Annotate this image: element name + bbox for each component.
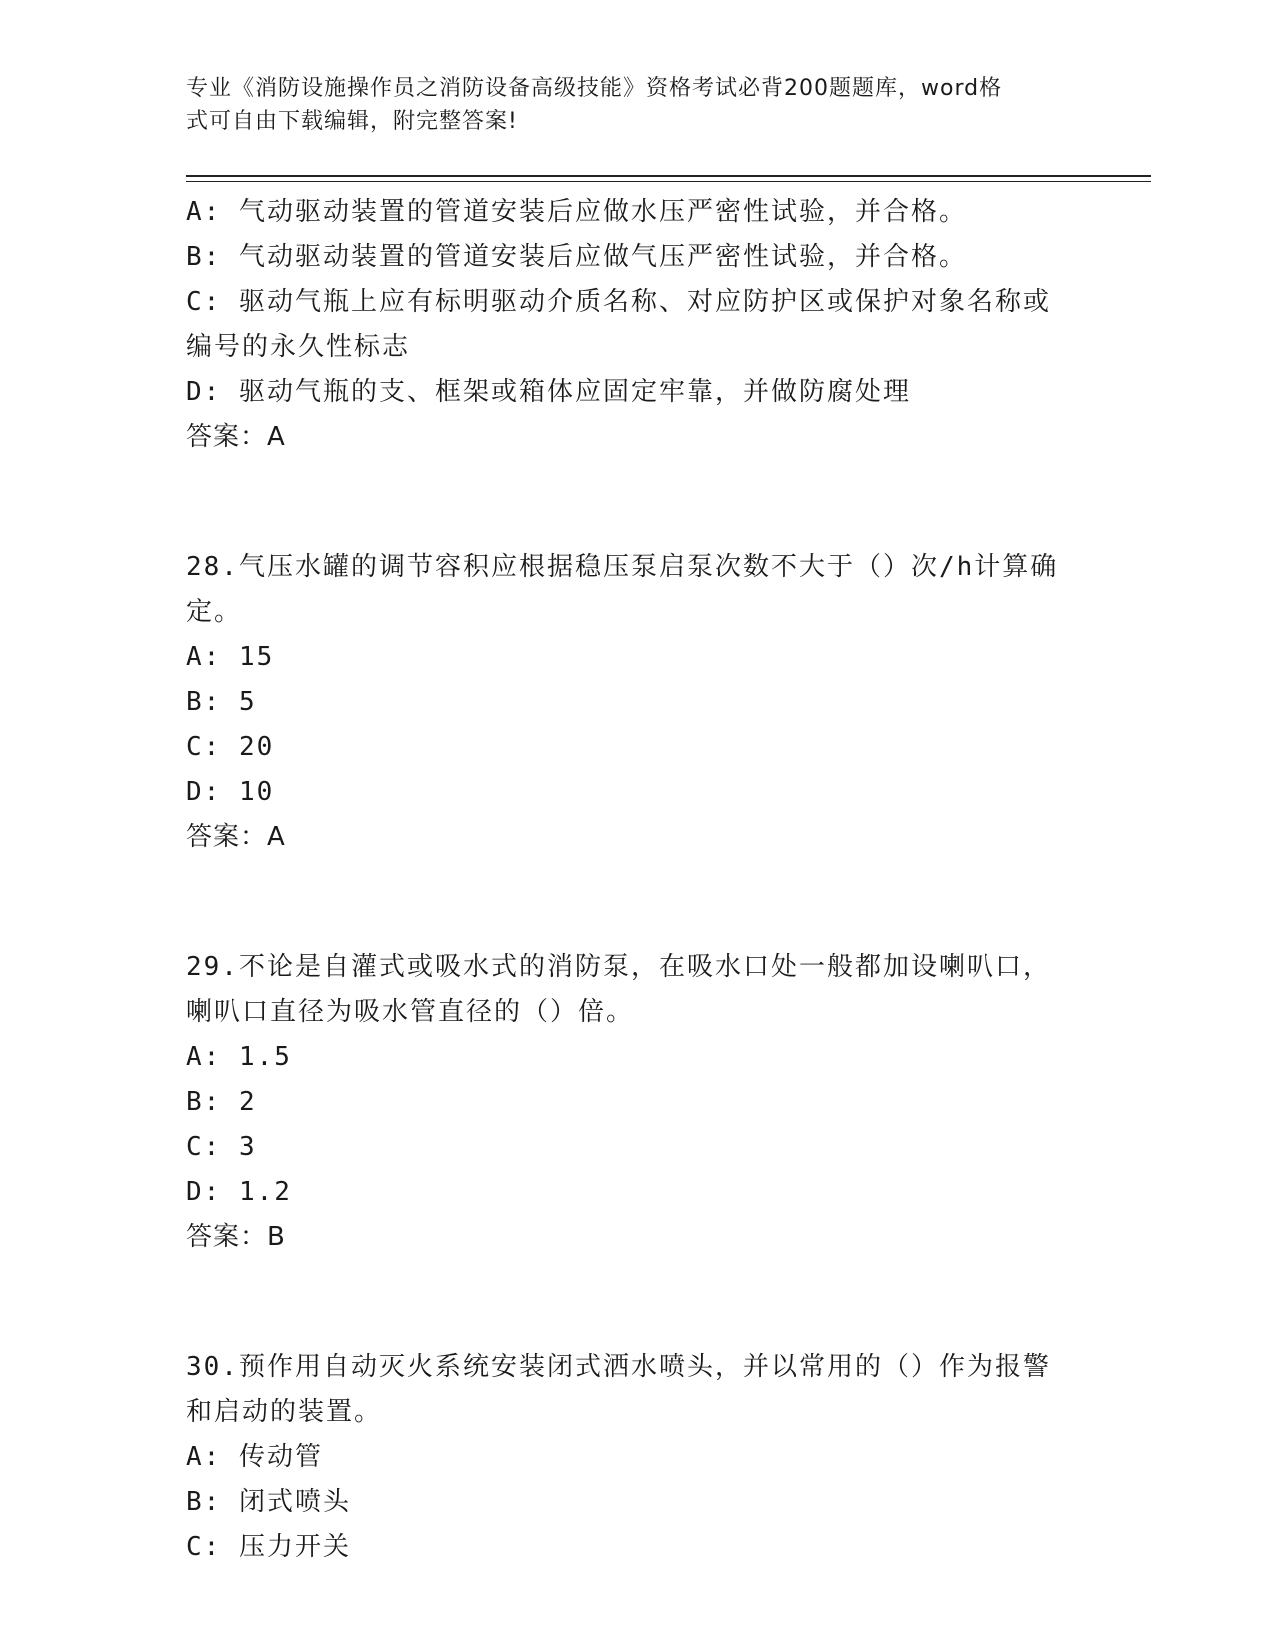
answer: 答案：A	[186, 822, 286, 852]
option-c: C: 压力开关	[186, 1532, 351, 1562]
option-a: A: 15	[186, 642, 275, 672]
header-line-2: 式可自由下载编辑，附完整答案!	[186, 109, 518, 134]
question-30	[186, 1345, 1086, 1570]
option-d: D: 10	[186, 777, 275, 807]
option-c: C: 3	[186, 1132, 257, 1162]
question-28	[186, 545, 1086, 860]
previous-question-options	[186, 190, 1086, 460]
option-c: C: 20	[186, 732, 275, 762]
header-line-1: 专业《消防设施操作员之消防设备高级技能》资格考试必背200题题库，word格	[186, 76, 1003, 101]
question-text-continued: 定。	[186, 597, 243, 627]
header-divider-thick	[186, 175, 1151, 177]
question-content	[186, 190, 1086, 1570]
question-text-continued: 喇叭口直径为吸水管直径的（）倍。	[186, 997, 635, 1027]
option-a: A: 1.5	[186, 1042, 292, 1072]
option-a: A: 传动管	[186, 1442, 323, 1472]
header-divider-thin	[186, 181, 1151, 182]
option-d: D: 1.2	[186, 1177, 292, 1207]
answer: 答案：A	[186, 422, 286, 452]
question-text: 30.预作用自动灭火系统安装闭式洒水喷头，并以常用的（）作为报警	[186, 1352, 1051, 1382]
question-29	[186, 945, 1086, 1260]
option-c-continued: 编号的永久性标志	[186, 332, 411, 362]
answer: 答案：B	[186, 1222, 286, 1252]
option-d: D: 驱动气瓶的支、框架或箱体应固定牢靠，并做防腐处理	[186, 377, 911, 407]
document-header	[186, 72, 1066, 138]
question-text: 29.不论是自灌式或吸水式的消防泵，在吸水口处一般都加设喇叭口，	[186, 952, 1051, 982]
question-text-continued: 和启动的装置。	[186, 1397, 383, 1427]
option-b: B: 5	[186, 687, 257, 717]
option-b: B: 闭式喷头	[186, 1487, 351, 1517]
option-a: A: 气动驱动装置的管道安装后应做水压严密性试验，并合格。	[186, 197, 967, 227]
question-text: 28.气压水罐的调节容积应根据稳压泵启泵次数不大于（）次/h计算确	[186, 552, 1059, 582]
option-b: B: 2	[186, 1087, 257, 1117]
option-c: C: 驱动气瓶上应有标明驱动介质名称、对应防护区或保护对象名称或	[186, 287, 1051, 317]
option-b: B: 气动驱动装置的管道安装后应做气压严密性试验，并合格。	[186, 242, 967, 272]
